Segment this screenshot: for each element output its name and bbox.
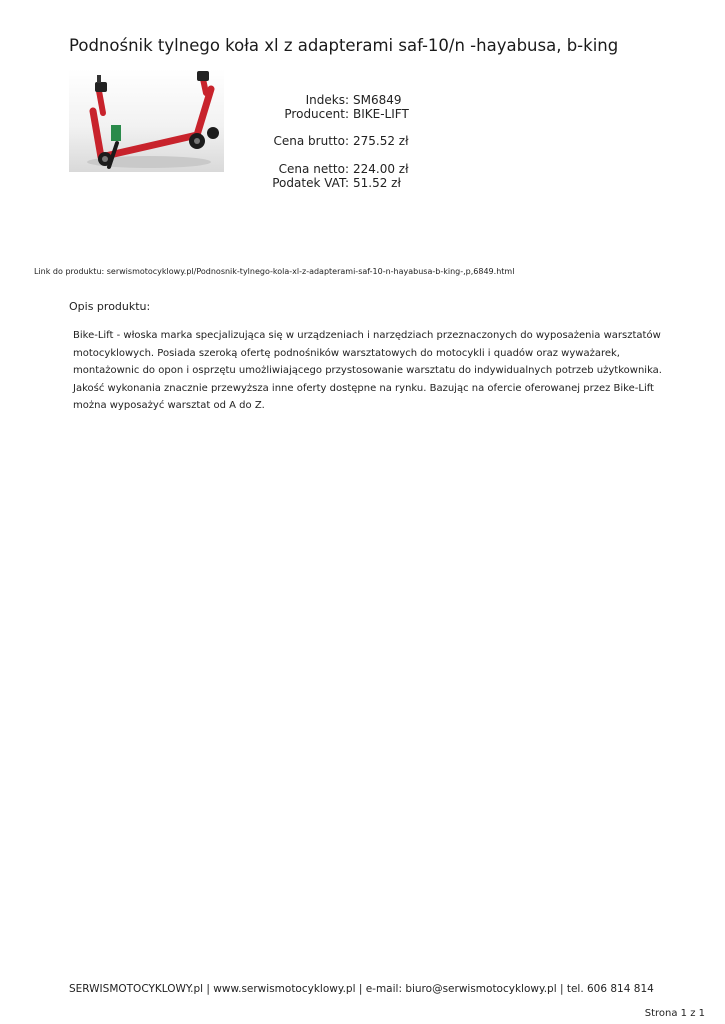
- producer-label: Producent:: [284, 107, 349, 121]
- product-link[interactable]: Link do produktu: serwismotocyklowy.pl/Podnosnik-tylnego-kola-xl-z-adapterami-saf-10-n-hayabusa-b-king-,p,6849.html: [34, 267, 515, 276]
- page-number: Strona 1 z 1: [644, 1008, 705, 1019]
- vat-value: 51.52 zł: [353, 176, 401, 190]
- net-price-label: Cena netto:: [278, 162, 349, 176]
- gross-price-label: Cena brutto:: [273, 134, 349, 148]
- producer-value: BIKE-LIFT: [353, 107, 409, 121]
- description-text: Bike-Lift - włoska marka specjalizująca się w urządzeniach i narzędziach przeznaczonych do wyposażenia warsztatów motocyklowych. Posiada szeroką ofertę podnośników warsztatowych do motocykli i quadów oraz wyważarek, montażownic do opon i osprzętu umożliwiającego przystosowanie warsztatu do indywidualnych potrzeb użytkownika. Jakość wykonania znacznie przewyższa inne oferty dostępne na rynku. Bazując na ofercie oferowanej przez Bike-Lift można wyposażyć warsztat od A do Z.: [73, 330, 662, 411]
- gross-price-value: 275.52 zł: [353, 134, 409, 148]
- net-price-value: 224.00 zł: [353, 162, 409, 176]
- index-value: SM6849: [353, 93, 402, 107]
- description-label: Opis produktu:: [69, 300, 151, 313]
- product-title: Podnośnik tylnego koła xl z adapterami saf-10/n -hayabusa, b-king: [69, 36, 619, 55]
- footer-contact: SERWISMOTOCYKLOWY.pl | www.serwismotocyklowy.pl | e-mail: biuro@serwismotocyklowy.pl | tel. 606 814 814: [69, 983, 654, 995]
- index-label: Indeks:: [305, 93, 349, 107]
- product-image: [69, 69, 224, 172]
- vat-label: Podatek VAT:: [272, 176, 349, 190]
- rear-stand-illustration: [69, 69, 224, 172]
